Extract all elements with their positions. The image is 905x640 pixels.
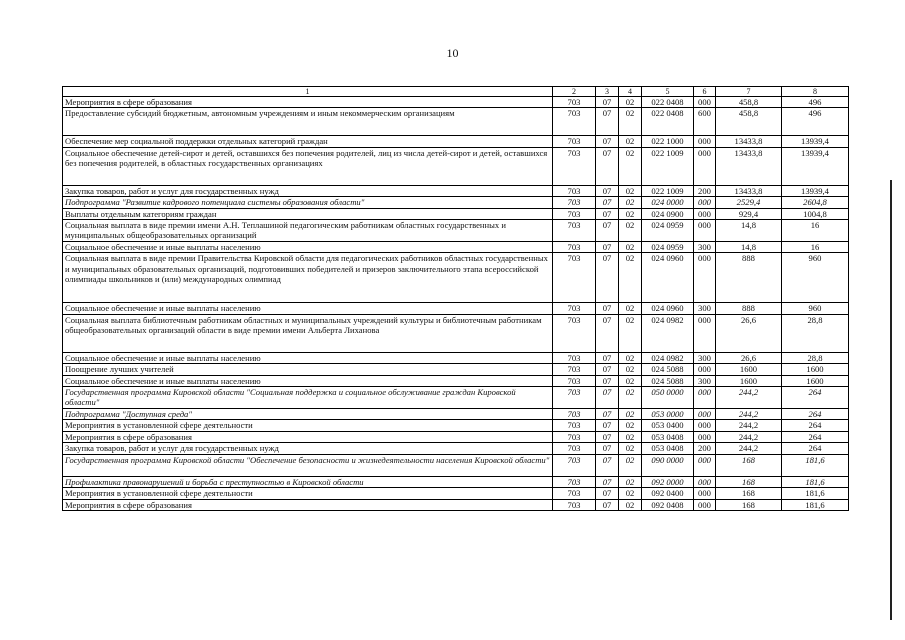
chapter-cell: 02 xyxy=(619,375,642,386)
section-cell: 703 xyxy=(553,364,596,375)
chapter-cell: 02 xyxy=(619,147,642,185)
section-cell: 703 xyxy=(553,431,596,442)
target-article-cell: 024 5088 xyxy=(642,375,694,386)
chapter-cell: 02 xyxy=(619,454,642,476)
row-name-cell: Государственная программа Кировской области "Социальная поддержка и социальное обслуживание граждан Кировской области" xyxy=(63,387,553,409)
amount-2014-cell: 14,8 xyxy=(716,220,782,242)
expense-type-cell: 000 xyxy=(694,476,716,487)
amount-2014-cell: 244,2 xyxy=(716,387,782,409)
table-row xyxy=(63,409,849,420)
section-cell: 703 xyxy=(553,499,596,510)
row-name-cell: Мероприятия в установленной сфере деятельности xyxy=(63,488,553,499)
expense-type-cell: 000 xyxy=(694,387,716,409)
row-name-cell: Обеспечение мер социальной поддержки отдельных категорий граждан xyxy=(63,136,553,147)
row-name-cell: Подпрограмма "Доступная среда" xyxy=(63,409,553,420)
table-row xyxy=(63,136,849,147)
expense-type-cell: 300 xyxy=(694,242,716,253)
row-name-cell: Социальная выплата библиотечным работникам областных и муниципальных учреждений культуры и библиотечным работникам общеобразовательных организаций области в виде премии имени Альберта Лиханова xyxy=(63,314,553,352)
section-cell: 703 xyxy=(553,208,596,219)
table-row xyxy=(63,303,849,314)
amount-2015-cell: 1600 xyxy=(782,364,849,375)
header-cell: 6 xyxy=(694,87,716,97)
section-cell: 703 xyxy=(553,197,596,208)
amount-2014-cell: 458,8 xyxy=(716,97,782,108)
amount-2014-cell: 244,2 xyxy=(716,443,782,454)
chapter-cell: 02 xyxy=(619,97,642,108)
row-name-cell: Мероприятия в сфере образования xyxy=(63,97,553,108)
amount-2014-cell: 26,6 xyxy=(716,314,782,352)
amount-2015-cell: 264 xyxy=(782,409,849,420)
amount-2015-cell: 1004,8 xyxy=(782,208,849,219)
scan-edge-line xyxy=(890,180,892,620)
expense-type-cell: 200 xyxy=(694,185,716,196)
amount-2015-cell: 496 xyxy=(782,97,849,108)
table-row xyxy=(63,253,849,303)
amount-2014-cell: 168 xyxy=(716,454,782,476)
expense-type-cell: 000 xyxy=(694,499,716,510)
subsection-cell: 07 xyxy=(596,364,619,375)
amount-2015-cell: 1600 xyxy=(782,375,849,386)
subsection-cell: 07 xyxy=(596,208,619,219)
subsection-cell: 07 xyxy=(596,443,619,454)
expense-type-cell: 000 xyxy=(694,208,716,219)
chapter-cell: 02 xyxy=(619,488,642,499)
subsection-cell: 07 xyxy=(596,147,619,185)
section-cell: 703 xyxy=(553,147,596,185)
target-article-cell: 053 0000 xyxy=(642,409,694,420)
header-cell: 5 xyxy=(642,87,694,97)
chapter-cell: 02 xyxy=(619,476,642,487)
subsection-cell: 07 xyxy=(596,108,619,136)
row-name-cell: Профилактика правонарушений и борьба с преступностью в Кировской области xyxy=(63,476,553,487)
expense-type-cell: 000 xyxy=(694,220,716,242)
amount-2015-cell: 13939,4 xyxy=(782,136,849,147)
amount-2014-cell: 2529,4 xyxy=(716,197,782,208)
target-article-cell: 053 0400 xyxy=(642,420,694,431)
expense-type-cell: 000 xyxy=(694,136,716,147)
chapter-cell: 02 xyxy=(619,197,642,208)
section-cell: 703 xyxy=(553,375,596,386)
subsection-cell: 07 xyxy=(596,409,619,420)
subsection-cell: 07 xyxy=(596,185,619,196)
row-name-cell: Социальная выплата в виде премии Правительства Кировской области для педагогических работников областных государственных и муниципальных образовательных организаций, подготовивших победителей и призеров заключительного этапа всероссийской олимпиады школьников и (или) международных олимпиад xyxy=(63,253,553,303)
expense-type-cell: 000 xyxy=(694,147,716,185)
chapter-cell: 02 xyxy=(619,242,642,253)
table-row xyxy=(63,364,849,375)
target-article-cell: 092 0400 xyxy=(642,488,694,499)
subsection-cell: 07 xyxy=(596,499,619,510)
amount-2015-cell: 13939,4 xyxy=(782,185,849,196)
row-name-cell: Социальное обеспечение и иные выплаты населению xyxy=(63,303,553,314)
target-article-cell: 024 5088 xyxy=(642,364,694,375)
subsection-cell: 07 xyxy=(596,431,619,442)
amount-2015-cell: 181,6 xyxy=(782,499,849,510)
target-article-cell: 024 0000 xyxy=(642,197,694,208)
amount-2015-cell: 28,8 xyxy=(782,314,849,352)
amount-2014-cell: 13433,8 xyxy=(716,147,782,185)
expense-type-cell: 000 xyxy=(694,197,716,208)
header-row xyxy=(63,87,849,97)
amount-2015-cell: 28,8 xyxy=(782,352,849,363)
amount-2015-cell: 264 xyxy=(782,443,849,454)
amount-2014-cell: 168 xyxy=(716,476,782,487)
section-cell: 703 xyxy=(553,352,596,363)
section-cell: 703 xyxy=(553,136,596,147)
table-row xyxy=(63,108,849,136)
subsection-cell: 07 xyxy=(596,488,619,499)
budget-table xyxy=(62,86,849,511)
target-article-cell: 092 0000 xyxy=(642,476,694,487)
section-cell: 703 xyxy=(553,185,596,196)
amount-2014-cell: 168 xyxy=(716,488,782,499)
target-article-cell: 024 0960 xyxy=(642,253,694,303)
row-name-cell: Мероприятия в сфере образования xyxy=(63,431,553,442)
subsection-cell: 07 xyxy=(596,375,619,386)
chapter-cell: 02 xyxy=(619,303,642,314)
section-cell: 703 xyxy=(553,108,596,136)
section-cell: 703 xyxy=(553,314,596,352)
target-article-cell: 090 0000 xyxy=(642,454,694,476)
table-row xyxy=(63,220,849,242)
amount-2015-cell: 181,6 xyxy=(782,454,849,476)
target-article-cell: 022 0408 xyxy=(642,108,694,136)
expense-type-cell: 000 xyxy=(694,253,716,303)
section-cell: 703 xyxy=(553,488,596,499)
target-article-cell: 024 0982 xyxy=(642,314,694,352)
amount-2015-cell: 181,6 xyxy=(782,488,849,499)
expense-type-cell: 300 xyxy=(694,352,716,363)
expense-type-cell: 000 xyxy=(694,314,716,352)
amount-2015-cell: 960 xyxy=(782,303,849,314)
target-article-cell: 024 0959 xyxy=(642,242,694,253)
header-cell: 2 xyxy=(553,87,596,97)
table-row xyxy=(63,499,849,510)
expense-type-cell: 300 xyxy=(694,375,716,386)
target-article-cell: 022 1009 xyxy=(642,147,694,185)
amount-2015-cell: 2604,8 xyxy=(782,197,849,208)
chapter-cell: 02 xyxy=(619,185,642,196)
amount-2015-cell: 13939,4 xyxy=(782,147,849,185)
section-cell: 703 xyxy=(553,387,596,409)
chapter-cell: 02 xyxy=(619,220,642,242)
chapter-cell: 02 xyxy=(619,420,642,431)
table-row xyxy=(63,147,849,185)
row-name-cell: Социальное обеспечение и иные выплаты населению xyxy=(63,242,553,253)
chapter-cell: 02 xyxy=(619,443,642,454)
expense-type-cell: 300 xyxy=(694,303,716,314)
amount-2014-cell: 888 xyxy=(716,253,782,303)
chapter-cell: 02 xyxy=(619,352,642,363)
subsection-cell: 07 xyxy=(596,420,619,431)
target-article-cell: 053 0408 xyxy=(642,443,694,454)
section-cell: 703 xyxy=(553,97,596,108)
table-row xyxy=(63,488,849,499)
table-row xyxy=(63,387,849,409)
subsection-cell: 07 xyxy=(596,220,619,242)
table-row xyxy=(63,375,849,386)
expense-type-cell: 000 xyxy=(694,454,716,476)
table-row xyxy=(63,185,849,196)
chapter-cell: 02 xyxy=(619,314,642,352)
header-cell: 3 xyxy=(596,87,619,97)
table-row xyxy=(63,443,849,454)
page-number: 10 xyxy=(446,46,459,60)
amount-2014-cell: 929,4 xyxy=(716,208,782,219)
header-cell: 1 xyxy=(63,87,553,97)
row-name-cell: Выплаты отдельным категориям граждан xyxy=(63,208,553,219)
target-article-cell: 092 0408 xyxy=(642,499,694,510)
amount-2014-cell: 13433,8 xyxy=(716,136,782,147)
amount-2015-cell: 264 xyxy=(782,431,849,442)
amount-2015-cell: 496 xyxy=(782,108,849,136)
subsection-cell: 07 xyxy=(596,387,619,409)
row-name-cell: Закупка товаров, работ и услуг для государственных нужд xyxy=(63,443,553,454)
amount-2014-cell: 888 xyxy=(716,303,782,314)
chapter-cell: 02 xyxy=(619,208,642,219)
table-row xyxy=(63,420,849,431)
target-article-cell: 053 0408 xyxy=(642,431,694,442)
amount-2015-cell: 264 xyxy=(782,420,849,431)
amount-2014-cell: 244,2 xyxy=(716,431,782,442)
target-article-cell: 024 0960 xyxy=(642,303,694,314)
section-cell: 703 xyxy=(553,420,596,431)
table-row xyxy=(63,352,849,363)
table-row xyxy=(63,476,849,487)
chapter-cell: 02 xyxy=(619,387,642,409)
expense-type-cell: 000 xyxy=(694,409,716,420)
section-cell: 703 xyxy=(553,454,596,476)
amount-2014-cell: 244,2 xyxy=(716,409,782,420)
target-article-cell: 050 0000 xyxy=(642,387,694,409)
target-article-cell: 024 0959 xyxy=(642,220,694,242)
amount-2014-cell: 13433,8 xyxy=(716,185,782,196)
chapter-cell: 02 xyxy=(619,253,642,303)
amount-2014-cell: 26,6 xyxy=(716,352,782,363)
amount-2014-cell: 14,8 xyxy=(716,242,782,253)
row-name-cell: Социальное обеспечение и иные выплаты населению xyxy=(63,375,553,386)
target-article-cell: 022 1000 xyxy=(642,136,694,147)
row-name-cell: Социальное обеспечение и иные выплаты населению xyxy=(63,352,553,363)
header-cell: 4 xyxy=(619,87,642,97)
section-cell: 703 xyxy=(553,242,596,253)
row-name-cell: Предоставление субсидий бюджетным, автономным учреждениям и иным некоммерческим организациям xyxy=(63,108,553,136)
table-row xyxy=(63,454,849,476)
expense-type-cell: 000 xyxy=(694,488,716,499)
expense-type-cell: 600 xyxy=(694,108,716,136)
amount-2015-cell: 181,6 xyxy=(782,476,849,487)
target-article-cell: 022 0408 xyxy=(642,97,694,108)
table-row xyxy=(63,208,849,219)
chapter-cell: 02 xyxy=(619,499,642,510)
expense-type-cell: 000 xyxy=(694,431,716,442)
expense-type-cell: 000 xyxy=(694,420,716,431)
subsection-cell: 07 xyxy=(596,136,619,147)
chapter-cell: 02 xyxy=(619,108,642,136)
row-name-cell: Социальное обеспечение детей-сирот и детей, оставшихся без попечения родителей, лиц из числа детей-сирот и детей, оставшихся без попечения родителей, в областных государственных организациях xyxy=(63,147,553,185)
section-cell: 703 xyxy=(553,443,596,454)
target-article-cell: 024 0900 xyxy=(642,208,694,219)
expense-type-cell: 000 xyxy=(694,97,716,108)
subsection-cell: 07 xyxy=(596,454,619,476)
row-name-cell: Социальная выплата в виде премии имени А.Н. Теплашиной педагогическим работникам областных государственных и муниципальных общеобразовательных организаций xyxy=(63,220,553,242)
amount-2015-cell: 16 xyxy=(782,242,849,253)
table-row xyxy=(63,242,849,253)
section-cell: 703 xyxy=(553,409,596,420)
amount-2015-cell: 264 xyxy=(782,387,849,409)
subsection-cell: 07 xyxy=(596,253,619,303)
amount-2014-cell: 458,8 xyxy=(716,108,782,136)
expense-type-cell: 200 xyxy=(694,443,716,454)
section-cell: 703 xyxy=(553,253,596,303)
row-name-cell: Мероприятия в установленной сфере деятельности xyxy=(63,420,553,431)
subsection-cell: 07 xyxy=(596,242,619,253)
table-row xyxy=(63,197,849,208)
amount-2014-cell: 244,2 xyxy=(716,420,782,431)
chapter-cell: 02 xyxy=(619,136,642,147)
subsection-cell: 07 xyxy=(596,352,619,363)
chapter-cell: 02 xyxy=(619,364,642,375)
table-row xyxy=(63,431,849,442)
amount-2014-cell: 1600 xyxy=(716,375,782,386)
row-name-cell: Государственная программа Кировской области "Обеспечение безопасности и жизнедеятельности населения Кировской области" xyxy=(63,454,553,476)
amount-2015-cell: 960 xyxy=(782,253,849,303)
amount-2015-cell: 16 xyxy=(782,220,849,242)
amount-2014-cell: 1600 xyxy=(716,364,782,375)
row-name-cell: Мероприятия в сфере образования xyxy=(63,499,553,510)
subsection-cell: 07 xyxy=(596,476,619,487)
table-row xyxy=(63,314,849,352)
header-cell: 7 xyxy=(716,87,782,97)
target-article-cell: 024 0982 xyxy=(642,352,694,363)
row-name-cell: Поощрение лучших учителей xyxy=(63,364,553,375)
subsection-cell: 07 xyxy=(596,314,619,352)
row-name-cell: Закупка товаров, работ и услуг для государственных нужд xyxy=(63,185,553,196)
subsection-cell: 07 xyxy=(596,97,619,108)
row-name-cell: Подпрограмма "Развитие кадрового потенциала системы образования области" xyxy=(63,197,553,208)
header-cell: 8 xyxy=(782,87,849,97)
subsection-cell: 07 xyxy=(596,197,619,208)
section-cell: 703 xyxy=(553,303,596,314)
subsection-cell: 07 xyxy=(596,303,619,314)
chapter-cell: 02 xyxy=(619,409,642,420)
expense-type-cell: 000 xyxy=(694,364,716,375)
target-article-cell: 022 1009 xyxy=(642,185,694,196)
table-row xyxy=(63,97,849,108)
amount-2014-cell: 168 xyxy=(716,499,782,510)
chapter-cell: 02 xyxy=(619,431,642,442)
section-cell: 703 xyxy=(553,220,596,242)
section-cell: 703 xyxy=(553,476,596,487)
